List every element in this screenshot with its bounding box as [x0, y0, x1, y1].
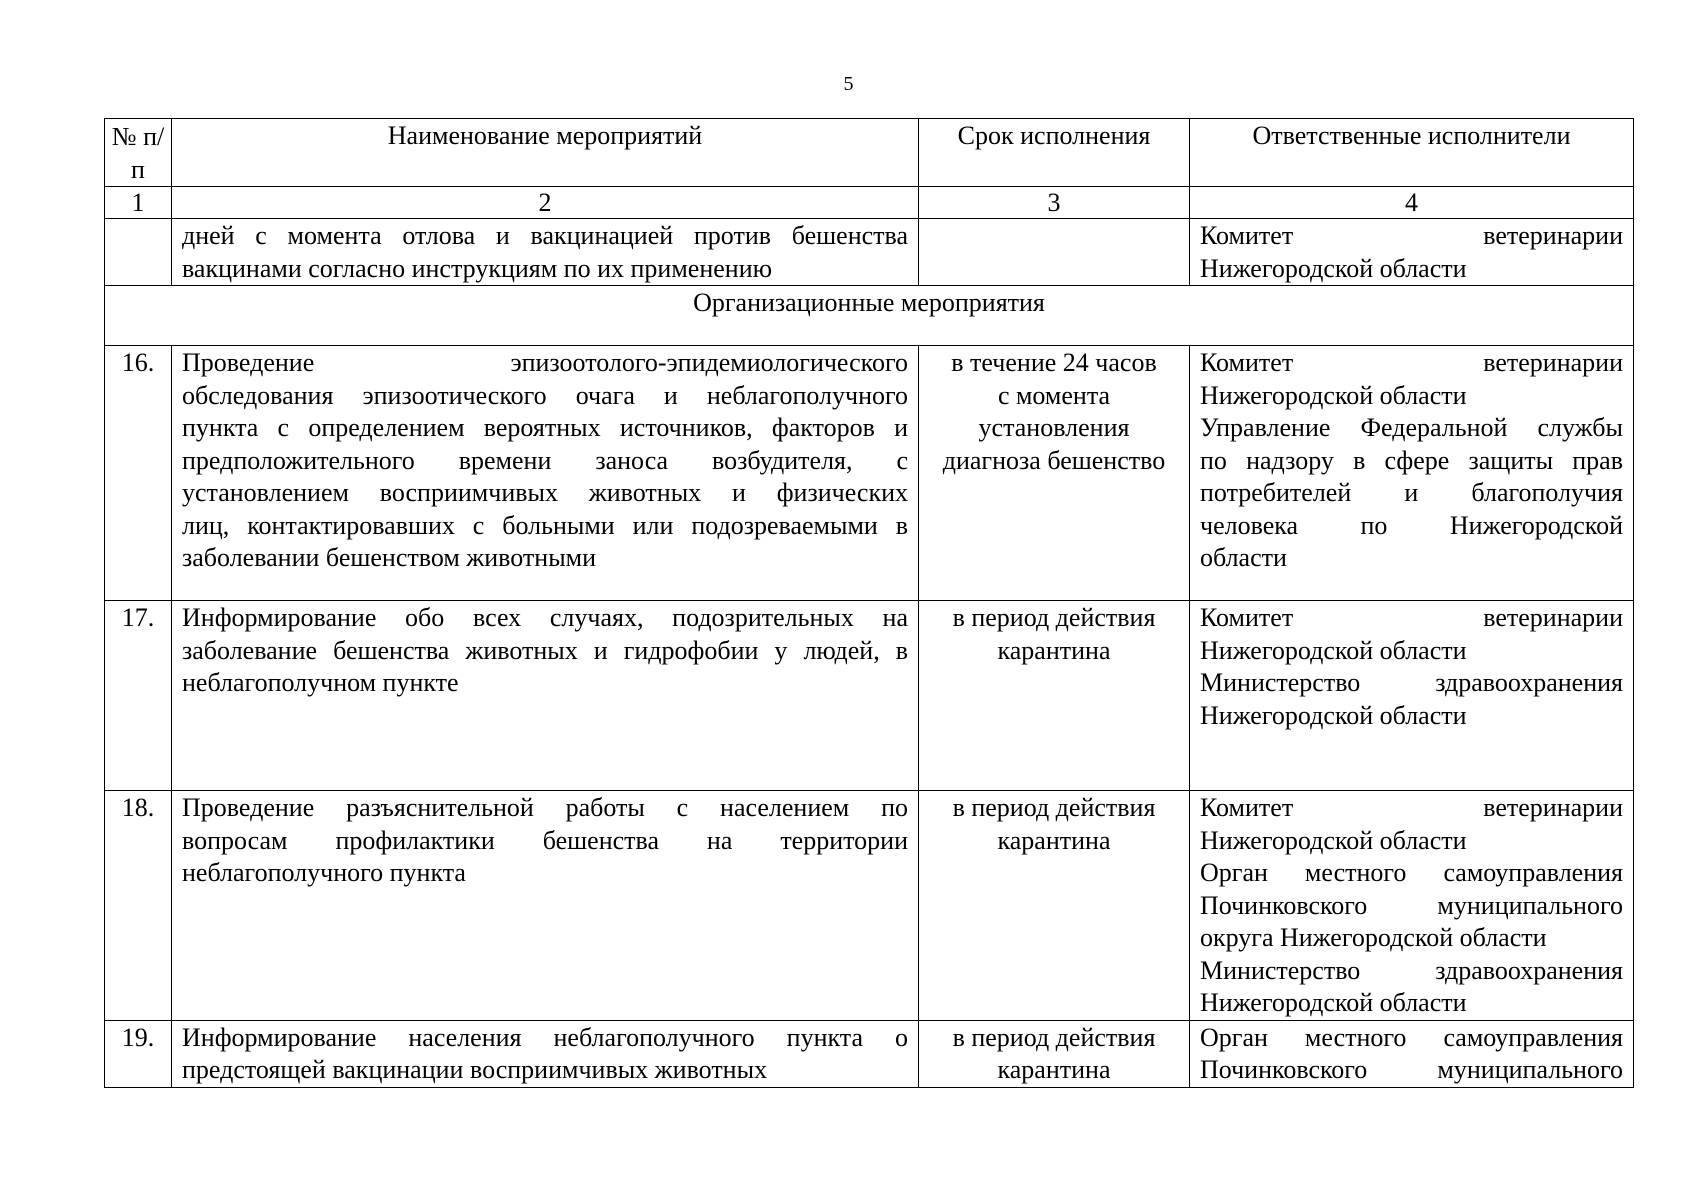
column-index: 3	[919, 187, 1190, 219]
measure-executors	[1190, 791, 1634, 1021]
measure-term	[919, 219, 1190, 286]
text-line: Министерство здравоохранения	[1200, 668, 1623, 697]
text-line: в период действия	[952, 1022, 1156, 1052]
text-line: Информирование обо всех случаях, подозрительных на	[182, 603, 908, 632]
measure-executors	[1190, 601, 1634, 791]
text-line: Нижегородской области	[1200, 700, 1467, 730]
header-name: Наименование мероприятий	[172, 119, 919, 187]
measure-executors	[1190, 219, 1634, 286]
row-number: 19.	[105, 1020, 172, 1087]
column-index-row	[105, 187, 1634, 219]
measure-term	[919, 791, 1190, 1021]
continuation-row	[105, 219, 1634, 286]
measure-name	[172, 601, 919, 791]
measure-executors	[1190, 1020, 1634, 1087]
text-line: Нижегородской области	[1200, 825, 1467, 855]
measure-term	[919, 346, 1190, 601]
section-title: Организационные мероприятия	[105, 286, 1634, 346]
text-line: предположительного времени заноса возбудителя, с	[182, 445, 908, 475]
text-line: Проведение эпизоотолого-эпидемиологического	[182, 348, 908, 377]
text-line: обследования эпизоотического очага и неблагополучного	[182, 380, 908, 410]
text-line: установления	[978, 413, 1130, 442]
row-number	[105, 219, 172, 286]
column-index: 1	[105, 187, 172, 219]
measure-executors	[1190, 346, 1634, 601]
measure-name	[172, 219, 919, 286]
text-line: Орган местного самоуправления	[1200, 1022, 1623, 1052]
text-line: в течение 24 часов	[951, 348, 1157, 377]
measure-term	[919, 601, 1190, 791]
text-line: Нижегородской области	[1200, 635, 1467, 665]
text-line: Нижегородской области	[1200, 988, 1467, 1017]
text-line: Управление Федеральной службы	[1200, 413, 1623, 442]
header-executors: Ответственные исполнители	[1190, 119, 1634, 187]
row-number: 16.	[105, 346, 172, 601]
measure-name	[172, 791, 919, 1021]
table-header-row	[105, 119, 1634, 187]
table-row	[105, 1020, 1634, 1087]
row-number: 18.	[105, 791, 172, 1021]
row-number: 17.	[105, 601, 172, 791]
text-line: предстоящей вакцинации восприимчивых животных	[182, 1055, 768, 1084]
header-number: № п/п	[105, 119, 172, 187]
text-line: неблагополучного пункта	[182, 858, 466, 887]
text-line: диагноза бешенство	[942, 445, 1166, 475]
text-line: Орган местного самоуправления	[1200, 858, 1623, 887]
measure-name	[172, 1020, 919, 1087]
column-index: 4	[1190, 187, 1634, 219]
header-term: Срок исполнения	[919, 119, 1190, 187]
text-line: Информирование населения неблагополучного пункта о	[182, 1022, 908, 1052]
section-row	[105, 286, 1634, 346]
table-row	[105, 346, 1634, 601]
text-line: округа Нижегородской области	[1200, 923, 1547, 952]
text-line: Комитет ветеринарии	[1200, 603, 1623, 632]
text-line: карантина	[997, 825, 1111, 855]
text-line: Министерство здравоохранения	[1200, 955, 1623, 985]
measures-table	[104, 118, 1634, 1088]
text-line: в период действия	[952, 793, 1156, 822]
text-line: Проведение разъяснительной работы с населением по	[182, 793, 908, 822]
table-row	[105, 601, 1634, 791]
text-line: вакцинами согласно инструкциям по их применению	[182, 253, 773, 283]
text-line: в период действия	[952, 603, 1156, 632]
text-line: дней с момента отлова и вакцинацией против бешенства	[182, 221, 908, 250]
measure-term	[919, 1020, 1190, 1087]
text-line: вопросам профилактики бешенства на территории	[182, 825, 908, 855]
table-row	[105, 791, 1634, 1021]
text-line: лиц, контактировавших с больными или подозреваемыми в	[182, 510, 908, 540]
text-line: Нижегородской области	[1200, 253, 1467, 283]
text-line: Нижегородской области	[1200, 380, 1467, 410]
text-line: заболевание бешенства животных и гидрофобии у людей, в	[182, 635, 908, 665]
page-number: 5	[843, 73, 854, 95]
text-line: Починковского муниципального	[1200, 1055, 1623, 1084]
column-index: 2	[172, 187, 919, 219]
text-line: области	[1200, 543, 1287, 572]
text-line: карантина	[997, 1055, 1111, 1084]
text-line: по надзору в сфере защиты прав	[1200, 445, 1623, 475]
text-line: заболевании бешенством животными	[182, 543, 597, 572]
text-line: Комитет ветеринарии	[1200, 348, 1623, 377]
text-line: Комитет ветеринарии	[1200, 793, 1623, 822]
text-line: потребителей и благополучия	[1200, 478, 1623, 507]
text-line: с момента	[997, 380, 1111, 410]
text-line: Комитет ветеринарии	[1200, 221, 1623, 250]
text-line: Починковского муниципального	[1200, 890, 1623, 920]
text-line: карантина	[997, 635, 1111, 665]
text-line: неблагополучном пункте	[182, 668, 459, 697]
text-line: пункта с определением вероятных источников, факторов и	[182, 413, 908, 442]
text-line: установлением восприимчивых животных и физических	[182, 478, 908, 507]
measure-name	[172, 346, 919, 601]
text-line: человека по Нижегородской	[1200, 510, 1623, 540]
